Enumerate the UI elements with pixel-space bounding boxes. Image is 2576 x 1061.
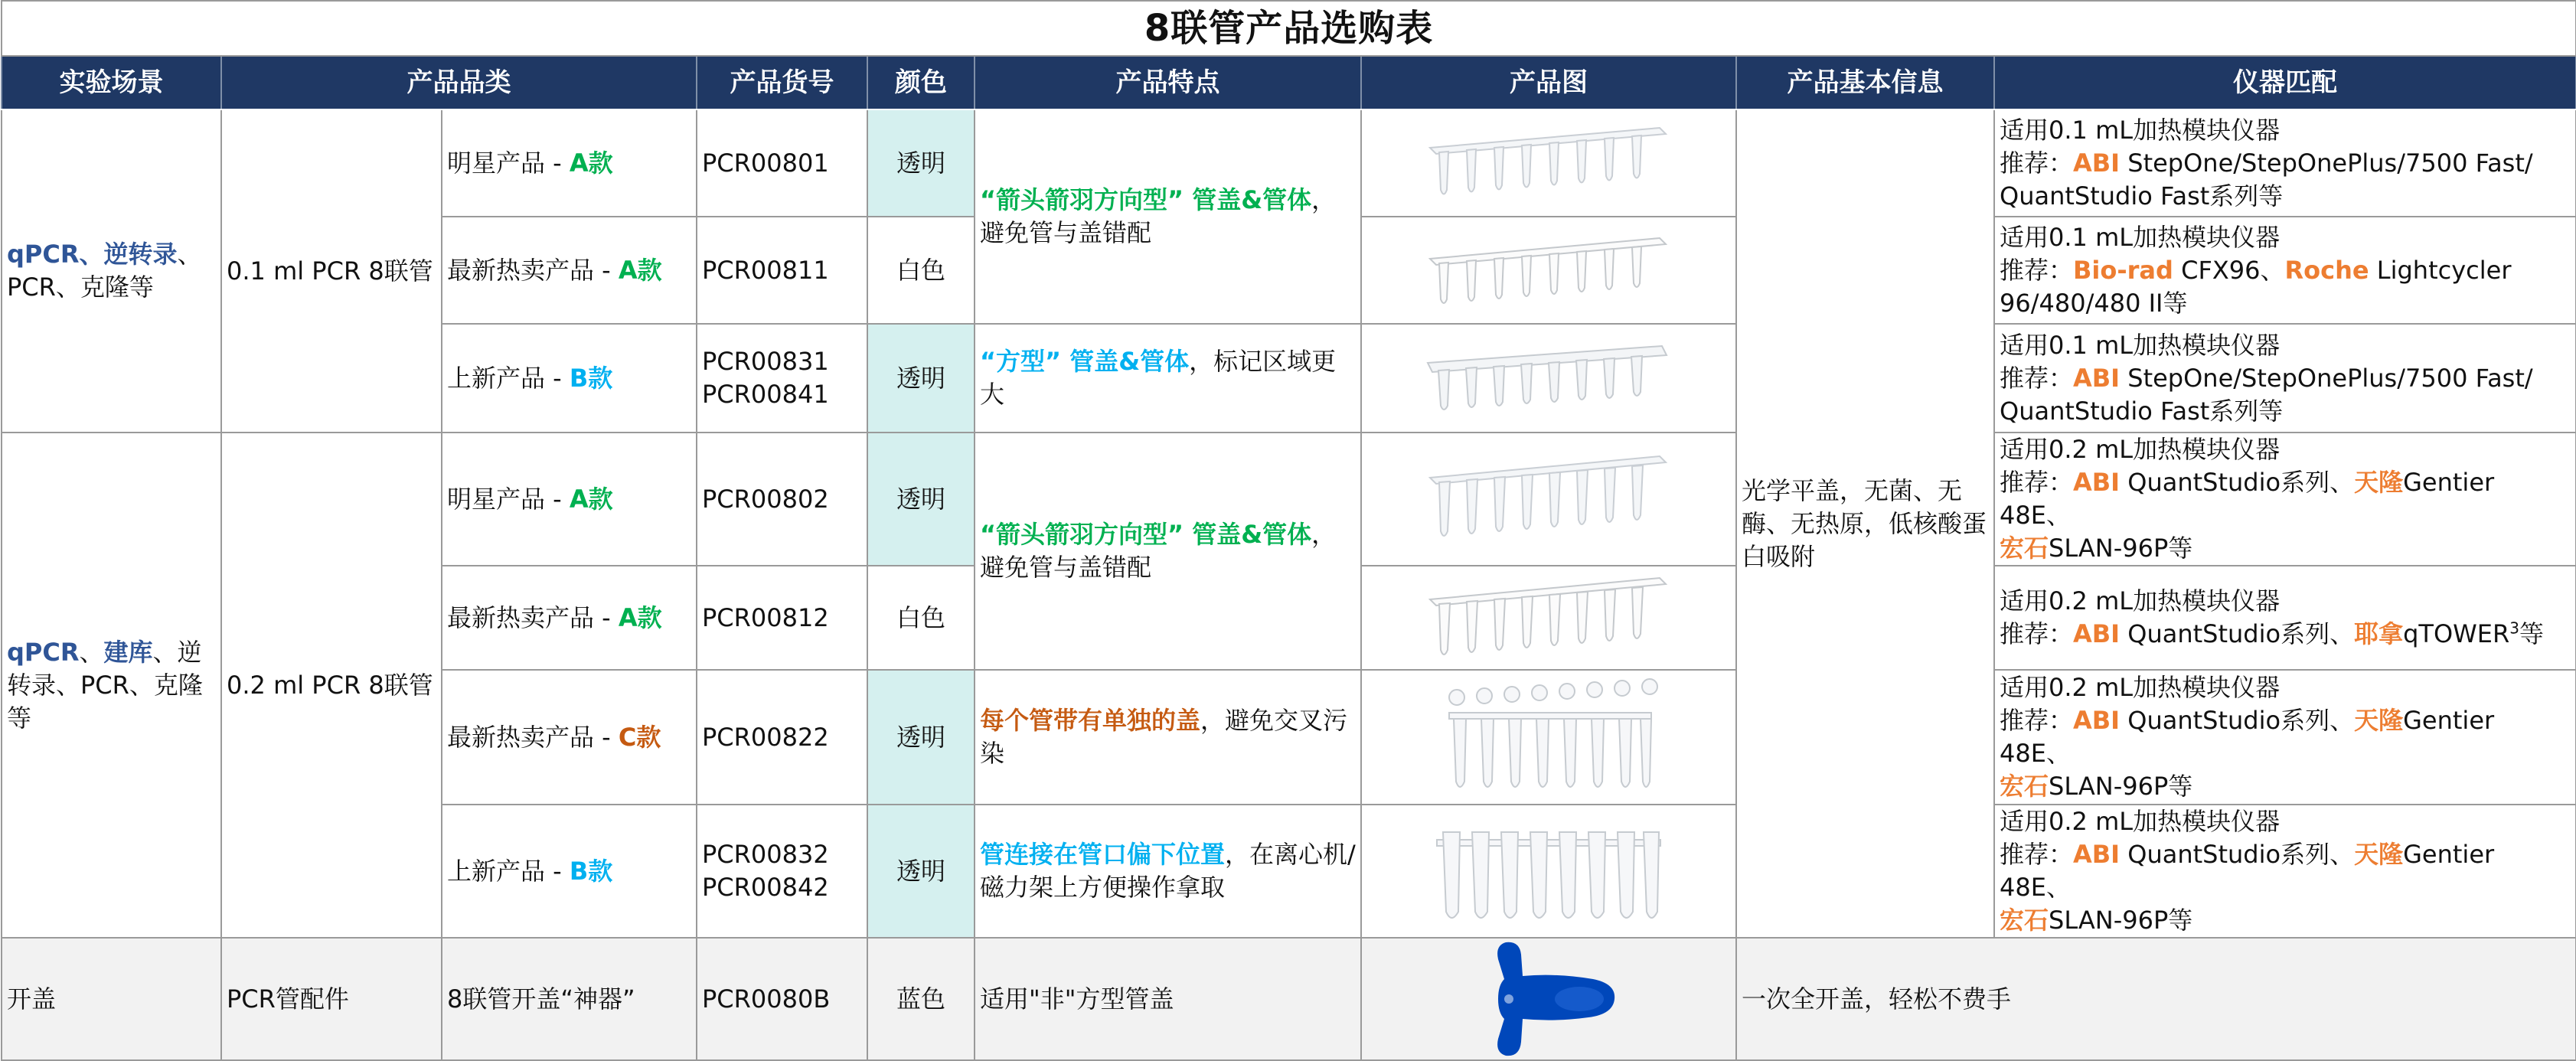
brand-label: 宏石 [2000,772,2049,801]
instrument-line: 适用0.1 mL加热模块仪器 [2000,115,2281,145]
instrument-models: Gentier 48E、 [2000,840,2495,902]
sku-cell [697,324,867,433]
brand-label: ABI [2073,468,2121,497]
feature-cell [975,805,1361,938]
instrument-models: SLAN-96P等 [2049,906,2193,935]
brand-label: 天隆 [2354,706,2404,735]
brand-label: 天隆 [2354,840,2404,869]
color-cell: 白色 [867,566,975,670]
product-type-label: 明星产品 - [447,148,570,178]
instrument-models: QuantStudio Fast系列等 [2000,181,2284,211]
instrument-label: 推荐： [2000,840,2074,869]
category-cell-02ml: 0.2 ml PCR 8联管 [221,433,442,938]
product-type-tag: C款 [618,722,661,752]
strip-opener-tool-icon [1472,939,1625,1059]
instrument-line: 适用0.2 mL加热模块仪器 [2000,673,2281,702]
brand-label: ABI [2073,840,2121,869]
brand-label: 天隆 [2354,468,2404,497]
color-cell: 透明 [867,109,975,217]
feature-text: 避免管与盖错配 [980,218,1152,247]
instrument-models: 96/480/480 II等 [2000,288,2188,318]
brand-label: ABI [2073,148,2121,178]
instrument-models: CFX96、 [2173,255,2285,285]
feature-text: 避免管与盖错配 [980,553,1152,582]
category-cell-01ml: 0.1 ml PCR 8联管 [221,109,442,433]
instrument-line: 适用0.2 mL加热模块仪器 [2000,435,2281,464]
instrument-models: StepOne/StepOnePlus/7500 Fast/ [2120,148,2533,178]
instrument-label: 推荐： [2000,619,2074,648]
product-type-cell [442,324,697,433]
product-type-cell [442,670,697,805]
product-type-tag: B款 [569,363,613,393]
sku-cell: PCR00801 [697,109,867,217]
accessory-feature-cell: 适用"非"方型管盖 [975,938,1361,1060]
product-type-label: 上新产品 - [447,856,570,886]
instrument-cell [1994,324,2576,433]
instrument-line: 适用0.1 mL加热模块仪器 [2000,222,2281,252]
product-type-label: 明星产品 - [447,484,570,514]
feature-text: ，标记区域更大 [980,347,1337,409]
product-type-cell [442,109,697,217]
product-type-cell [442,805,697,938]
instrument-line: 适用0.1 mL加热模块仪器 [2000,330,2281,360]
accessory-type-cell: 8联管开盖“神器” [442,938,697,1060]
superscript: 3 [2509,619,2519,638]
feature-cell [975,109,1361,324]
product-type-cell [442,566,697,670]
feature-cell [975,324,1361,433]
scene-sep: 、 [177,240,202,269]
instrument-models: Gentier 48E、 [2000,706,2495,768]
brand-label: 耶拿 [2354,619,2404,648]
product-type-tag: A款 [569,148,613,178]
instrument-models: SLAN-96P等 [2049,534,2193,563]
sku-cell: PCR00811 [697,217,867,324]
product-image-cell [1361,324,1736,433]
product-type-label: 最新热卖产品 - [447,255,619,285]
instrument-line: 适用0.2 mL加热模块仪器 [2000,586,2281,615]
feature-cell [975,670,1361,805]
scene-highlight: qPCR [7,637,80,667]
basic-info-cell: 光学平盖，无菌、无酶、无热原，低核酸蛋白吸附 [1736,109,1994,938]
feature-sep: ， [1311,185,1337,214]
instrument-cell [1994,566,2576,670]
scene-text: 、逆转录、PCR、克隆等 [7,637,203,733]
tube-strip-arrow-clear-icon [1422,446,1675,553]
product-type-tag: A款 [618,602,662,632]
brand-label: Bio-rad [2073,255,2173,285]
accessory-color-cell: 蓝色 [867,938,975,1060]
product-type-tag: B款 [569,856,613,886]
brand-label: ABI [2073,363,2121,393]
header-basic-info: 产品基本信息 [1736,56,1994,109]
instrument-models: QuantStudio Fast系列等 [2000,396,2284,426]
brand-label: 宏石 [2000,906,2049,935]
instrument-models: QuantStudio系列、 [2120,619,2355,648]
feature-cell [975,433,1361,670]
instrument-models: QuantStudio系列、 [2120,706,2355,735]
accessory-scene-cell: 开盖 [2,938,221,1060]
scene-cell-01ml [2,109,221,433]
instrument-cell [1994,433,2576,566]
tube-strip-square-icon [1419,332,1679,424]
product-image-cell [1361,217,1736,324]
instrument-label: 推荐： [2000,255,2074,285]
color-cell: 透明 [867,324,975,433]
header-color: 颜色 [867,56,975,109]
color-cell: 透明 [867,805,975,938]
product-image-cell [1361,566,1736,670]
instrument-cell [1994,217,2576,324]
brand-label: 宏石 [2000,534,2049,563]
sku-cell: PCR00812 [697,566,867,670]
tube-strip-arrow-white-icon [1422,569,1675,667]
scene-sep: 、 [79,637,104,667]
instrument-models: QuantStudio系列、 [2120,468,2355,497]
tube-strip-low-connection-icon [1426,814,1671,929]
accessory-info-cell: 一次全开盖，轻松不费手 [1736,938,2576,1060]
table-title: 8联管产品选购表 [2,1,2576,56]
header-sku: 产品货号 [697,56,867,109]
instrument-line: 适用0.2 mL加热模块仪器 [2000,807,2281,836]
instrument-cell [1994,670,2576,805]
accessory-category-cell: PCR管配件 [221,938,442,1060]
tube-strip-arrow-clear-icon [1422,117,1675,209]
color-cell: 透明 [867,433,975,566]
header-features: 产品特点 [975,56,1361,109]
sku-line: PCR00832 [702,840,829,869]
accessory-sku-cell: PCR0080B [697,938,867,1060]
sku-line: PCR00841 [702,380,829,409]
feature-highlight: “箭头箭羽方向型” 管盖&管体 [980,520,1312,549]
product-type-tag: A款 [569,484,613,514]
instrument-label: 推荐： [2000,148,2074,178]
table-row [2,938,2576,1060]
product-type-cell [442,433,697,566]
instrument-label: 推荐： [2000,468,2074,497]
color-cell: 白色 [867,217,975,324]
instrument-models: Gentier 48E、 [2000,468,2495,530]
product-image-cell [1361,670,1736,805]
scene-text: PCR、克隆等 [7,273,154,302]
product-image-cell [1361,805,1736,938]
instrument-cell [1994,805,2576,938]
feature-highlight: 管连接在管口偏下位置 [980,840,1226,869]
instrument-models: 等 [2519,619,2544,648]
color-cell: 透明 [867,670,975,805]
product-type-label: 上新产品 - [447,363,570,393]
product-type-label: 最新热卖产品 - [447,602,619,632]
product-image-cell [1361,109,1736,217]
instrument-cell [1994,109,2576,217]
sku-line: PCR00842 [702,873,829,902]
feature-text: ，在离心机/磁力架上方便操作拿取 [980,840,1356,902]
sku-line: PCR00831 [702,347,829,376]
product-type-label: 最新热卖产品 - [447,722,619,752]
scene-highlight: 建库 [103,637,153,667]
instrument-models: QuantStudio系列、 [2120,840,2355,869]
feature-highlight: “方型” 管盖&管体 [980,347,1190,376]
instrument-models: qTOWER [2403,619,2510,648]
sku-cell: PCR00822 [697,670,867,805]
scene-cell-02ml [2,433,221,938]
feature-sep: ， [1311,520,1337,549]
instrument-models: Lightcycler [2369,255,2512,285]
instrument-models: SLAN-96P等 [2049,772,2193,801]
sku-cell: PCR00802 [697,433,867,566]
feature-highlight: “箭头箭羽方向型” 管盖&管体 [980,185,1312,214]
instrument-label: 推荐： [2000,706,2074,735]
scene-highlight: qPCR、逆转录 [7,240,178,269]
sku-cell [697,805,867,938]
header-scene: 实验场景 [2,56,221,109]
selection-table [1,0,2576,1061]
instrument-label: 推荐： [2000,363,2074,393]
header-category: 产品品类 [221,56,697,109]
brand-label: ABI [2073,619,2121,648]
table-row [2,109,2576,217]
product-image-cell [1361,433,1736,566]
header-instrument: 仪器匹配 [1994,56,2576,109]
table-row [2,433,2576,566]
brand-label: Roche [2284,255,2369,285]
product-type-cell [442,217,697,324]
feature-text: ，避免交叉污染 [980,706,1348,768]
feature-highlight: 每个管带有单独的盖 [980,706,1201,735]
brand-label: ABI [2073,706,2121,735]
product-type-tag: A款 [618,255,662,285]
instrument-models: StepOne/StepOnePlus/7500 Fast/ [2120,363,2533,393]
product-image-cell [1361,938,1736,1060]
header-image: 产品图 [1361,56,1736,109]
tube-strip-individual-caps-icon [1434,676,1663,798]
tube-strip-arrow-white-icon [1422,224,1675,316]
